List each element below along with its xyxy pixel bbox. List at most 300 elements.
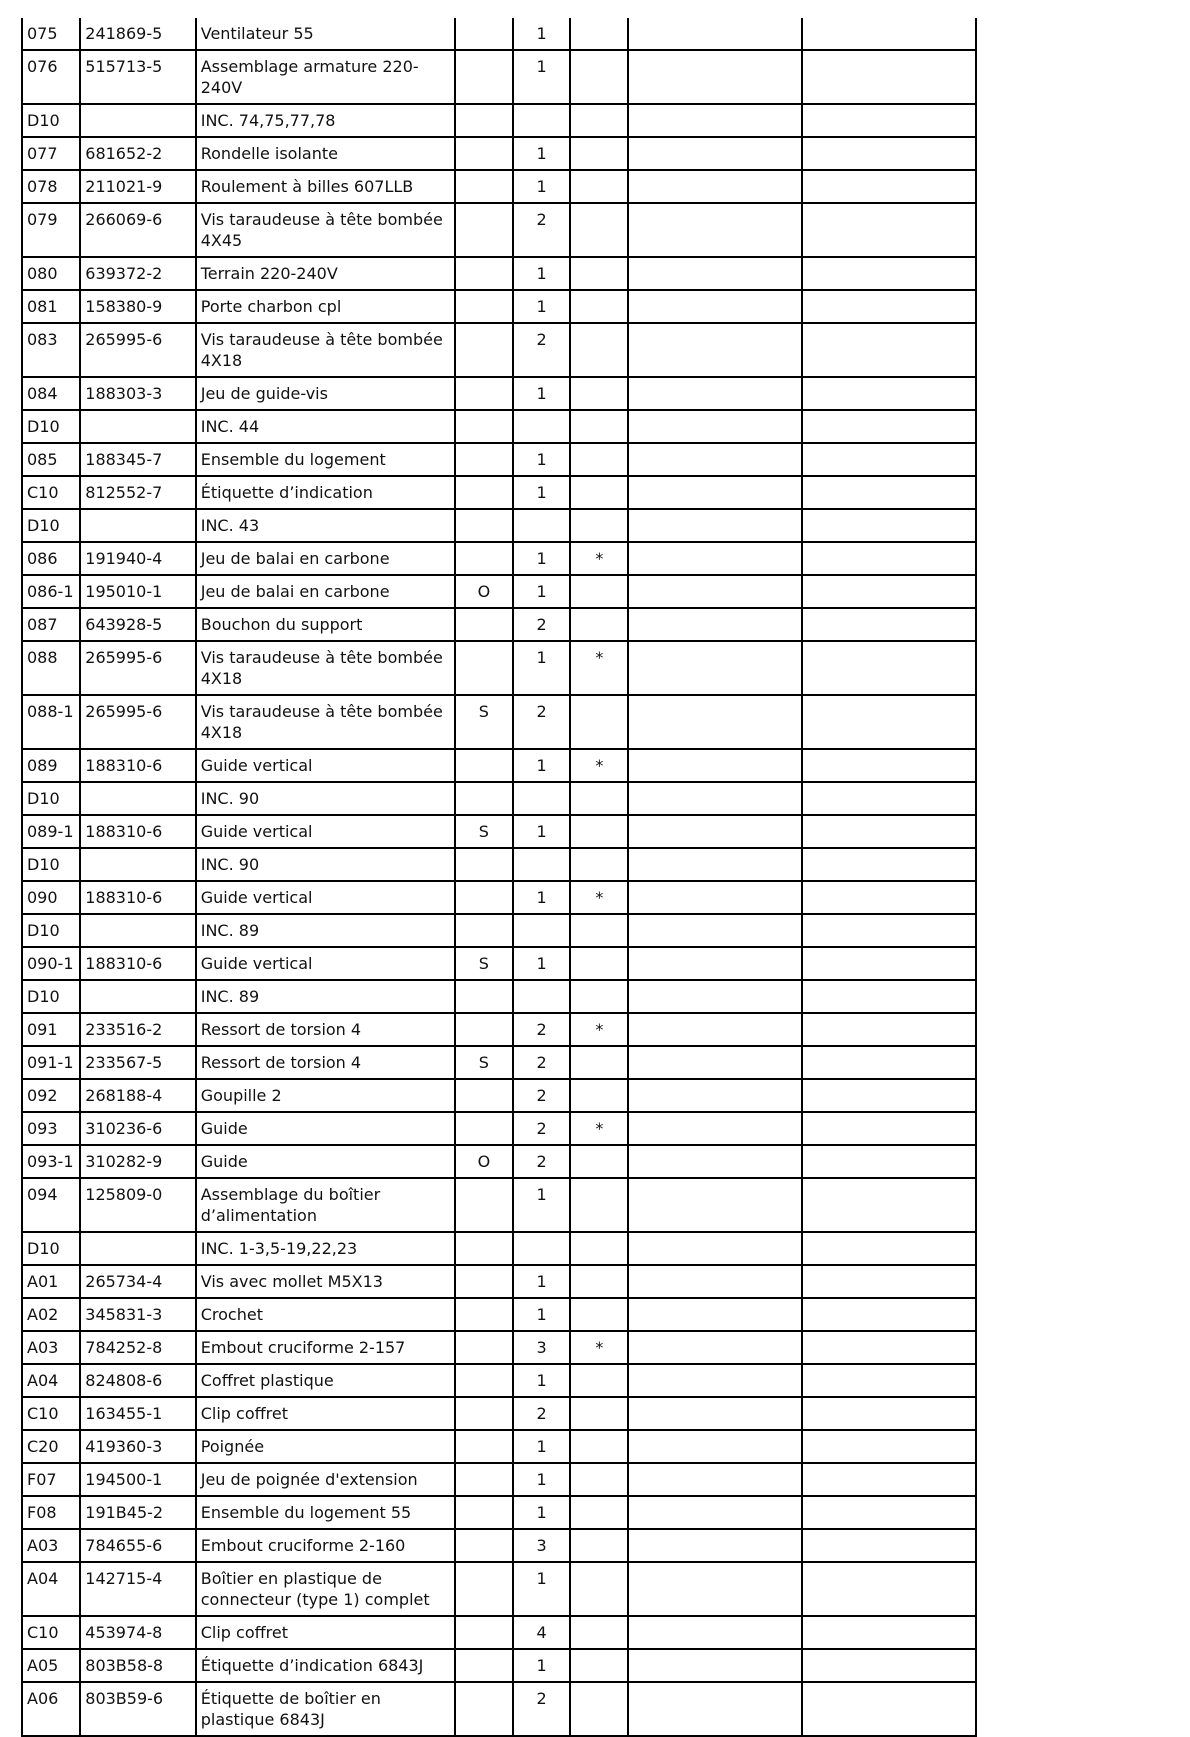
position-cell: D10 (22, 914, 80, 947)
part-number-cell: 784252-8 (80, 1331, 195, 1364)
note-cell (570, 1430, 628, 1463)
part-number-cell: 125809-0 (80, 1178, 195, 1232)
note-cell (570, 1265, 628, 1298)
empty-cell (802, 815, 976, 848)
indicator-cell (455, 608, 513, 641)
description-cell: Guide vertical (196, 881, 455, 914)
part-number-cell (80, 1232, 195, 1265)
indicator-cell: S (455, 947, 513, 980)
position-cell: A04 (22, 1562, 80, 1616)
note-cell (570, 377, 628, 410)
description-cell: Roulement à billes 607LLB (196, 170, 455, 203)
note-cell (570, 1562, 628, 1616)
note-cell: * (570, 749, 628, 782)
table-row (22, 1046, 976, 1079)
empty-cell (802, 1682, 976, 1736)
indicator-cell (455, 1331, 513, 1364)
empty-cell (628, 1463, 802, 1496)
quantity-cell: 1 (513, 170, 570, 203)
empty-cell (802, 377, 976, 410)
note-cell (570, 815, 628, 848)
indicator-cell (455, 1232, 513, 1265)
description-cell: Ensemble du logement (196, 443, 455, 476)
table-row (22, 695, 976, 749)
note-cell (570, 509, 628, 542)
empty-cell (802, 881, 976, 914)
table-row (22, 1463, 976, 1496)
indicator-cell (455, 848, 513, 881)
note-cell (570, 476, 628, 509)
table-row (22, 1562, 976, 1616)
indicator-cell (455, 1298, 513, 1331)
note-cell (570, 104, 628, 137)
description-cell: Guide (196, 1112, 455, 1145)
position-cell: 094 (22, 1178, 80, 1232)
quantity-cell: 1 (513, 1496, 570, 1529)
description-cell: Poignée (196, 1430, 455, 1463)
part-number-cell: 515713-5 (80, 50, 195, 104)
parts-table-body (22, 18, 976, 1736)
empty-cell (628, 947, 802, 980)
position-cell: 084 (22, 377, 80, 410)
note-cell (570, 1364, 628, 1397)
indicator-cell (455, 1496, 513, 1529)
indicator-cell (455, 410, 513, 443)
empty-cell (802, 947, 976, 980)
indicator-cell (455, 641, 513, 695)
indicator-cell (455, 1178, 513, 1232)
table-row (22, 749, 976, 782)
quantity-cell: 1 (513, 1364, 570, 1397)
empty-cell (628, 377, 802, 410)
indicator-cell (455, 542, 513, 575)
part-number-cell: 191B45-2 (80, 1496, 195, 1529)
position-cell: 092 (22, 1079, 80, 1112)
note-cell: * (570, 1112, 628, 1145)
note-cell (570, 203, 628, 257)
description-cell: Crochet (196, 1298, 455, 1331)
empty-cell (802, 290, 976, 323)
table-row (22, 377, 976, 410)
indicator-cell: S (455, 815, 513, 848)
quantity-cell: 4 (513, 1616, 570, 1649)
empty-cell (802, 1463, 976, 1496)
position-cell: A03 (22, 1529, 80, 1562)
part-number-cell: 268188-4 (80, 1079, 195, 1112)
position-cell: 089-1 (22, 815, 80, 848)
quantity-cell: 2 (513, 323, 570, 377)
empty-cell (802, 1496, 976, 1529)
quantity-cell: 1 (513, 1265, 570, 1298)
empty-cell (802, 1232, 976, 1265)
description-cell: Étiquette d’indication (196, 476, 455, 509)
description-cell: Embout cruciforme 2-160 (196, 1529, 455, 1562)
note-cell (570, 170, 628, 203)
quantity-cell (513, 509, 570, 542)
empty-cell (628, 608, 802, 641)
indicator-cell (455, 1079, 513, 1112)
note-cell (570, 1649, 628, 1682)
description-cell: Guide vertical (196, 815, 455, 848)
description-cell: Vis taraudeuse à tête bombée 4X18 (196, 323, 455, 377)
quantity-cell (513, 104, 570, 137)
note-cell (570, 1529, 628, 1562)
quantity-cell: 2 (513, 695, 570, 749)
empty-cell (628, 749, 802, 782)
empty-cell (802, 509, 976, 542)
empty-cell (628, 1331, 802, 1364)
empty-cell (802, 1265, 976, 1298)
empty-cell (628, 914, 802, 947)
table-row (22, 203, 976, 257)
position-cell: C10 (22, 1397, 80, 1430)
description-cell: Ressort de torsion 4 (196, 1046, 455, 1079)
indicator-cell (455, 443, 513, 476)
indicator-cell (455, 290, 513, 323)
empty-cell (802, 1013, 976, 1046)
indicator-cell (455, 170, 513, 203)
empty-cell (802, 1331, 976, 1364)
table-row (22, 1298, 976, 1331)
table-row (22, 290, 976, 323)
position-cell: A01 (22, 1265, 80, 1298)
empty-cell (802, 257, 976, 290)
empty-cell (628, 641, 802, 695)
empty-cell (802, 1616, 976, 1649)
quantity-cell: 1 (513, 815, 570, 848)
empty-cell (628, 848, 802, 881)
empty-cell (802, 137, 976, 170)
empty-cell (802, 410, 976, 443)
quantity-cell: 1 (513, 290, 570, 323)
empty-cell (802, 170, 976, 203)
position-cell: 076 (22, 50, 80, 104)
table-row (22, 443, 976, 476)
empty-cell (628, 50, 802, 104)
note-cell (570, 1682, 628, 1736)
quantity-cell: 1 (513, 542, 570, 575)
part-number-cell: 233516-2 (80, 1013, 195, 1046)
description-cell: Boîtier en plastique de connecteur (type 1) complet (196, 1562, 455, 1616)
part-number-cell: 188310-6 (80, 947, 195, 980)
table-row (22, 323, 976, 377)
description-cell: Vis taraudeuse à tête bombée 4X18 (196, 695, 455, 749)
note-cell (570, 695, 628, 749)
description-cell: Étiquette d’indication 6843J (196, 1649, 455, 1682)
description-cell: Porte charbon cpl (196, 290, 455, 323)
description-cell: Assemblage du boîtier d’alimentation (196, 1178, 455, 1232)
description-cell: Clip coffret (196, 1616, 455, 1649)
position-cell: A04 (22, 1364, 80, 1397)
position-cell: A06 (22, 1682, 80, 1736)
empty-cell (802, 1649, 976, 1682)
part-number-cell: 142715-4 (80, 1562, 195, 1616)
empty-cell (628, 257, 802, 290)
table-row (22, 50, 976, 104)
indicator-cell (455, 323, 513, 377)
note-cell (570, 443, 628, 476)
position-cell: D10 (22, 782, 80, 815)
position-cell: 077 (22, 137, 80, 170)
note-cell: * (570, 542, 628, 575)
empty-cell (802, 782, 976, 815)
empty-cell (628, 575, 802, 608)
description-cell: Embout cruciforme 2-157 (196, 1331, 455, 1364)
part-number-cell: 643928-5 (80, 608, 195, 641)
quantity-cell (513, 1232, 570, 1265)
quantity-cell: 2 (513, 1682, 570, 1736)
empty-cell (628, 1496, 802, 1529)
description-cell: INC. 90 (196, 848, 455, 881)
table-row (22, 1265, 976, 1298)
part-number-cell: 265734-4 (80, 1265, 195, 1298)
note-cell (570, 848, 628, 881)
indicator-cell (455, 1265, 513, 1298)
empty-cell (802, 575, 976, 608)
indicator-cell (455, 377, 513, 410)
part-number-cell: 233567-5 (80, 1046, 195, 1079)
position-cell: 081 (22, 290, 80, 323)
note-cell (570, 575, 628, 608)
empty-cell (628, 782, 802, 815)
empty-cell (802, 203, 976, 257)
description-cell: INC. 1-3,5-19,22,23 (196, 1232, 455, 1265)
note-cell: * (570, 641, 628, 695)
note-cell (570, 947, 628, 980)
description-cell: Coffret plastique (196, 1364, 455, 1397)
empty-cell (802, 323, 976, 377)
position-cell: D10 (22, 980, 80, 1013)
description-cell: INC. 89 (196, 914, 455, 947)
empty-cell (802, 1112, 976, 1145)
quantity-cell: 1 (513, 50, 570, 104)
part-number-cell: 211021-9 (80, 170, 195, 203)
description-cell: Assemblage armature 220-240V (196, 50, 455, 104)
empty-cell (628, 443, 802, 476)
empty-cell (802, 1046, 976, 1079)
part-number-cell (80, 509, 195, 542)
empty-cell (628, 1562, 802, 1616)
position-cell: 085 (22, 443, 80, 476)
position-cell: 083 (22, 323, 80, 377)
empty-cell (802, 1298, 976, 1331)
empty-cell (628, 1649, 802, 1682)
position-cell: 090-1 (22, 947, 80, 980)
quantity-cell: 1 (513, 749, 570, 782)
part-number-cell: 419360-3 (80, 1430, 195, 1463)
indicator-cell (455, 881, 513, 914)
description-cell: Jeu de guide-vis (196, 377, 455, 410)
empty-cell (628, 1046, 802, 1079)
empty-cell (802, 18, 976, 50)
empty-cell (628, 1298, 802, 1331)
part-number-cell: 188310-6 (80, 815, 195, 848)
empty-cell (628, 203, 802, 257)
note-cell (570, 782, 628, 815)
empty-cell (802, 641, 976, 695)
empty-cell (628, 1112, 802, 1145)
part-number-cell: 188345-7 (80, 443, 195, 476)
quantity-cell: 1 (513, 641, 570, 695)
table-row (22, 104, 976, 137)
empty-cell (628, 290, 802, 323)
empty-cell (802, 1178, 976, 1232)
description-cell: Guide vertical (196, 749, 455, 782)
indicator-cell (455, 1397, 513, 1430)
part-number-cell: 310236-6 (80, 1112, 195, 1145)
note-cell: * (570, 881, 628, 914)
note-cell (570, 980, 628, 1013)
part-number-cell: 265995-6 (80, 695, 195, 749)
empty-cell (628, 695, 802, 749)
quantity-cell (513, 848, 570, 881)
note-cell: * (570, 1331, 628, 1364)
quantity-cell: 2 (513, 608, 570, 641)
empty-cell (628, 1079, 802, 1112)
part-number-cell: 345831-3 (80, 1298, 195, 1331)
empty-cell (628, 1529, 802, 1562)
quantity-cell (513, 410, 570, 443)
position-cell: 093 (22, 1112, 80, 1145)
position-cell: 089 (22, 749, 80, 782)
description-cell: Jeu de balai en carbone (196, 575, 455, 608)
position-cell: D10 (22, 410, 80, 443)
indicator-cell (455, 1013, 513, 1046)
position-cell: C10 (22, 1616, 80, 1649)
note-cell (570, 1616, 628, 1649)
empty-cell (628, 815, 802, 848)
part-number-cell (80, 848, 195, 881)
indicator-cell: O (455, 1145, 513, 1178)
description-cell: Vis avec mollet M5X13 (196, 1265, 455, 1298)
table-row (22, 947, 976, 980)
empty-cell (802, 542, 976, 575)
position-cell: 088-1 (22, 695, 80, 749)
quantity-cell: 1 (513, 1298, 570, 1331)
quantity-cell: 2 (513, 1145, 570, 1178)
description-cell: INC. 43 (196, 509, 455, 542)
position-cell: 087 (22, 608, 80, 641)
position-cell: D10 (22, 509, 80, 542)
indicator-cell (455, 1616, 513, 1649)
part-number-cell: 812552-7 (80, 476, 195, 509)
empty-cell (802, 1529, 976, 1562)
empty-cell (628, 410, 802, 443)
description-cell: Vis taraudeuse à tête bombée 4X45 (196, 203, 455, 257)
indicator-cell (455, 1649, 513, 1682)
empty-cell (802, 104, 976, 137)
quantity-cell: 1 (513, 476, 570, 509)
description-cell: Vis taraudeuse à tête bombée 4X18 (196, 641, 455, 695)
description-cell: Ventilateur 55 (196, 18, 455, 50)
part-number-cell: 803B58-8 (80, 1649, 195, 1682)
note-cell (570, 1397, 628, 1430)
table-row (22, 1682, 976, 1736)
part-number-cell: 453974-8 (80, 1616, 195, 1649)
part-number-cell: 310282-9 (80, 1145, 195, 1178)
empty-cell (628, 1397, 802, 1430)
empty-cell (628, 1265, 802, 1298)
indicator-cell (455, 203, 513, 257)
table-row (22, 641, 976, 695)
description-cell: Rondelle isolante (196, 137, 455, 170)
description-cell: INC. 74,75,77,78 (196, 104, 455, 137)
empty-cell (628, 137, 802, 170)
table-row (22, 1079, 976, 1112)
description-cell: Étiquette de boîtier en plastique 6843J (196, 1682, 455, 1736)
empty-cell (628, 323, 802, 377)
note-cell: * (570, 1013, 628, 1046)
table-row (22, 782, 976, 815)
empty-cell (802, 1430, 976, 1463)
quantity-cell: 1 (513, 257, 570, 290)
part-number-cell (80, 782, 195, 815)
position-cell: 086-1 (22, 575, 80, 608)
quantity-cell: 2 (513, 1079, 570, 1112)
table-row (22, 1013, 976, 1046)
quantity-cell: 1 (513, 1430, 570, 1463)
note-cell (570, 410, 628, 443)
position-cell: 075 (22, 18, 80, 50)
table-row (22, 476, 976, 509)
part-number-cell: 194500-1 (80, 1463, 195, 1496)
description-cell: Terrain 220-240V (196, 257, 455, 290)
empty-cell (628, 1430, 802, 1463)
empty-cell (628, 881, 802, 914)
position-cell: F07 (22, 1463, 80, 1496)
part-number-cell: 784655-6 (80, 1529, 195, 1562)
quantity-cell: 1 (513, 1649, 570, 1682)
table-row (22, 257, 976, 290)
indicator-cell (455, 257, 513, 290)
part-number-cell: 195010-1 (80, 575, 195, 608)
indicator-cell (455, 914, 513, 947)
part-number-cell: 639372-2 (80, 257, 195, 290)
quantity-cell (513, 914, 570, 947)
empty-cell (802, 980, 976, 1013)
note-cell (570, 1178, 628, 1232)
table-row (22, 1178, 976, 1232)
description-cell: Clip coffret (196, 1397, 455, 1430)
part-number-cell: 681652-2 (80, 137, 195, 170)
table-row (22, 1496, 976, 1529)
part-number-cell: 188310-6 (80, 881, 195, 914)
table-row (22, 1145, 976, 1178)
table-row (22, 815, 976, 848)
position-cell: F08 (22, 1496, 80, 1529)
position-cell: 093-1 (22, 1145, 80, 1178)
quantity-cell (513, 782, 570, 815)
position-cell: 080 (22, 257, 80, 290)
indicator-cell (455, 476, 513, 509)
indicator-cell (455, 1430, 513, 1463)
indicator-cell (455, 782, 513, 815)
quantity-cell: 1 (513, 1562, 570, 1616)
description-cell: Ressort de torsion 4 (196, 1013, 455, 1046)
table-row (22, 1232, 976, 1265)
position-cell: D10 (22, 848, 80, 881)
note-cell (570, 1079, 628, 1112)
description-cell: Guide (196, 1145, 455, 1178)
table-row (22, 1397, 976, 1430)
description-cell: Ensemble du logement 55 (196, 1496, 455, 1529)
empty-cell (802, 608, 976, 641)
quantity-cell: 1 (513, 377, 570, 410)
position-cell: 091-1 (22, 1046, 80, 1079)
table-row (22, 1616, 976, 1649)
part-number-cell: 188310-6 (80, 749, 195, 782)
empty-cell (802, 1562, 976, 1616)
